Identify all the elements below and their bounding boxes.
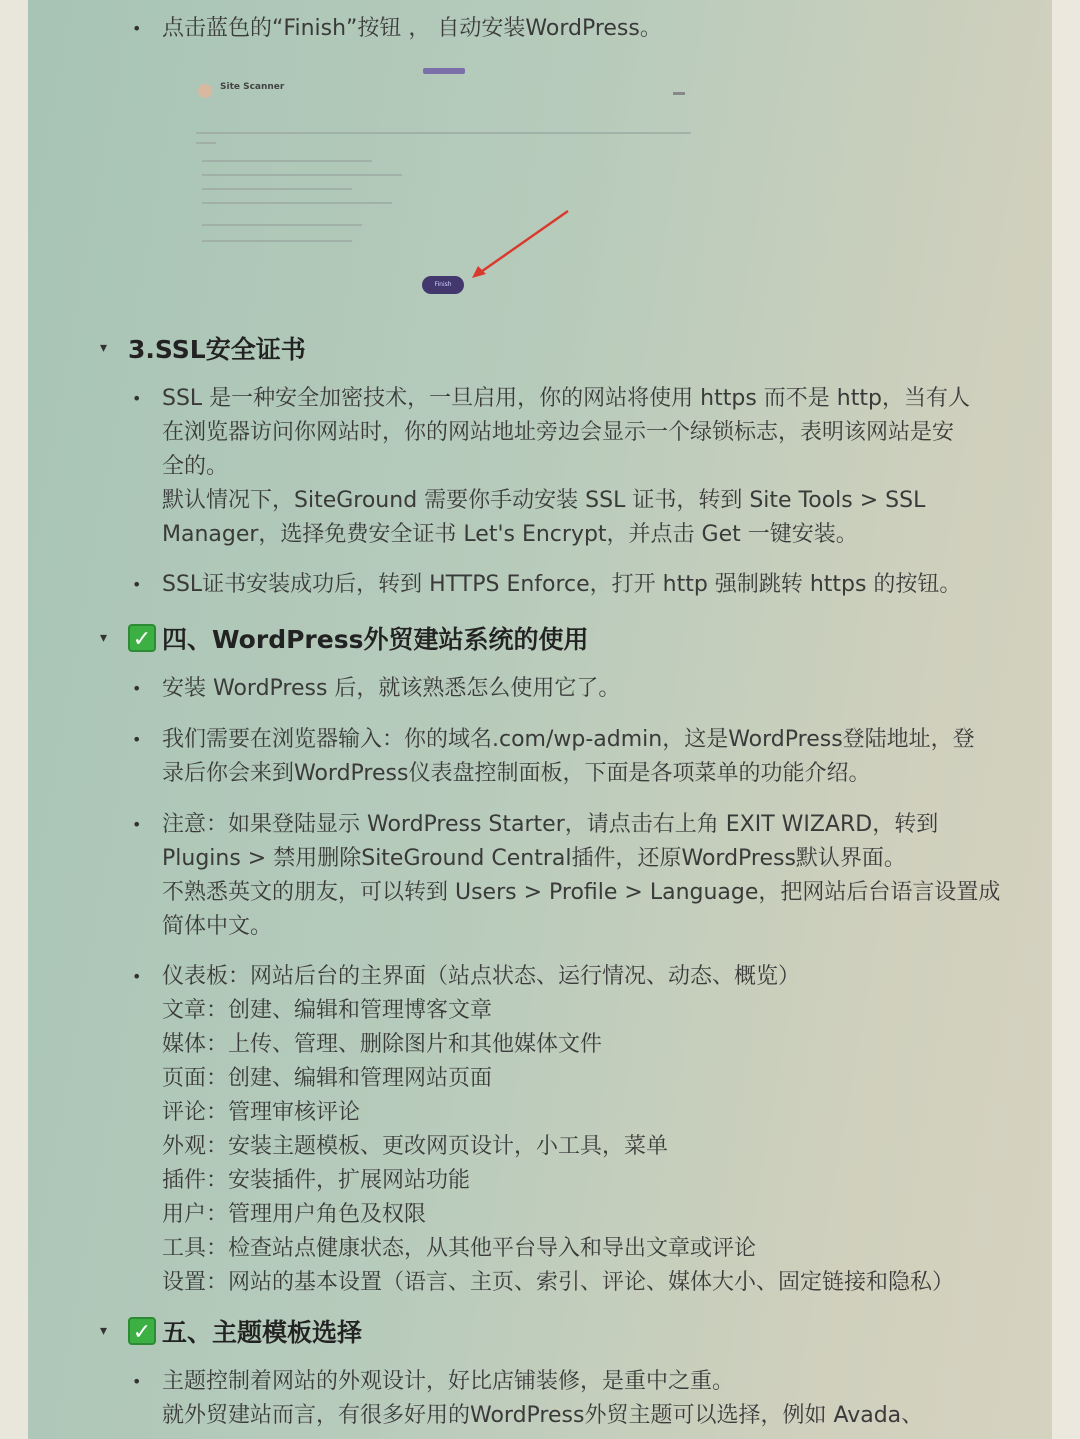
list-item [134, 382, 1024, 552]
menu-description-line: 工具：检查站点健康状态，从其他平台导入和导出文章或评论 [162, 1236, 757, 1261]
list-item-line: 注意：如果登陆显示 WordPress Starter，请点击右上角 EXIT WIZARD，转到 [162, 812, 939, 837]
red-arrow-icon [468, 208, 573, 280]
site-scanner-logo-icon [198, 84, 212, 98]
finish-button[interactable]: Finish [422, 276, 464, 294]
menu-description-line: 用户：管理用户角色及权限 [162, 1202, 427, 1227]
bullet-icon: • [132, 815, 142, 834]
list-item [134, 672, 1024, 706]
list-item-line: Plugins > 禁用删除SiteGround Central插件，还原WordPress默认界面。 [162, 846, 906, 871]
section-heading-wordpress-usage[interactable] [100, 618, 588, 658]
bullet-icon: • [132, 967, 142, 986]
list-item-line: 简体中文。 [162, 914, 273, 939]
list-item-line: 不熟悉英文的朋友，可以转到 Users > Profile > Language，把网站后台语言设置成 [162, 880, 1001, 905]
check-mark-icon: ✓ [128, 624, 156, 652]
screenshot-text-line [196, 142, 216, 144]
bullet-icon: • [132, 679, 142, 698]
toggle-arrow-icon[interactable]: ▾ [100, 1323, 108, 1339]
section-title: 五、主题模板选择 [162, 1318, 363, 1347]
list-item [134, 12, 1024, 46]
list-item [134, 960, 1024, 1300]
list-item-line: 安装 WordPress 后，就该熟悉怎么使用它了。 [162, 676, 621, 701]
screenshot-text-line [202, 188, 352, 190]
menu-description-line: 设置：网站的基本设置（语言、主页、索引、评论、媒体大小、固定链接和隐私） [162, 1270, 955, 1295]
section-title: 四、WordPress外贸建站系统的使用 [162, 625, 589, 654]
list-item-line: 点击蓝色的“Finish”按钮 ， 自动安装WordPress。 [162, 16, 662, 41]
screenshot-text-line [202, 240, 352, 242]
screenshot-text-line [202, 224, 362, 226]
list-item-line: SSL证书安装成功后，转到 HTTPS Enforce，打开 http 强制跳转 https 的按钮。 [162, 572, 962, 597]
menu-description-line: 外观：安装主题模板、更改网页设计，小工具，菜单 [162, 1134, 669, 1159]
menu-description-line: 文章：创建、编辑和管理博客文章 [162, 998, 493, 1023]
document-page [28, 0, 1052, 1439]
bullet-icon: • [132, 730, 142, 749]
list-item-line: 录后你会来到WordPress仪表盘控制面板，下面是各项菜单的功能介绍。 [162, 761, 871, 786]
screenshot-text-line [202, 174, 402, 176]
section-heading-ssl[interactable] [100, 328, 306, 368]
screenshot-text-line [202, 202, 392, 204]
toggle-arrow-icon[interactable]: ▾ [100, 340, 108, 356]
list-item-line: 主题控制着网站的外观设计，好比店铺装修，是重中之重。 [162, 1369, 735, 1394]
menu-description-line: 插件：安装插件，扩展网站功能 [162, 1168, 471, 1193]
menu-description-line: 评论：管理审核评论 [162, 1100, 361, 1125]
menu-description-line: 仪表板：网站后台的主界面（站点状态、运行情况、动态、概览） [162, 964, 801, 989]
list-item [134, 723, 1024, 791]
screenshot-title: Site Scanner [220, 82, 285, 92]
list-item [134, 568, 1024, 602]
toggle-arrow-icon[interactable]: ▾ [100, 630, 108, 646]
list-item-line: Manager，选择免费安全证书 Let's Encrypt，并点击 Get 一键安装。 [162, 522, 858, 547]
list-item-line: 我们需要在浏览器输入：你的域名.com/wp-admin，这是WordPress登陆地址，登 [162, 727, 975, 752]
section-heading-theme[interactable] [100, 1311, 362, 1351]
list-item [134, 808, 1024, 944]
left-margin [0, 0, 28, 1439]
screenshot-text-line [202, 160, 372, 162]
screenshot-topbar [423, 68, 465, 74]
list-item-line: 默认情况下，SiteGround 需要你手动安装 SSL 证书，转到 Site Tools > SSL [162, 488, 926, 513]
section-title: 3.SSL安全证书 [128, 335, 306, 364]
menu-description-line: 媒体：上传、管理、删除图片和其他媒体文件 [162, 1032, 603, 1057]
screenshot-corner-link [673, 92, 685, 95]
finish-screenshot [168, 62, 708, 302]
screenshot-text-line [196, 132, 691, 134]
check-mark-icon: ✓ [128, 1317, 156, 1345]
bullet-icon: • [132, 389, 142, 408]
list-item-line: 就外贸建站而言，有很多好用的WordPress外贸主题可以选择，例如 Avada、 [162, 1403, 924, 1428]
list-item-line: 在浏览器访问你网站时，你的网站地址旁边会显示一个绿锁标志，表明该网站是安 [162, 420, 955, 445]
bullet-icon: • [132, 1372, 142, 1391]
list-item [134, 1365, 1024, 1433]
bullet-icon: • [132, 575, 142, 594]
list-item-line: SSL 是一种安全加密技术，一旦启用，你的网站将使用 https 而不是 http，当有人 [162, 386, 970, 411]
bullet-icon: • [132, 19, 142, 38]
right-margin [1052, 0, 1080, 1439]
list-item-line: 全的。 [162, 454, 229, 479]
menu-description-line: 页面：创建、编辑和管理网站页面 [162, 1066, 493, 1091]
